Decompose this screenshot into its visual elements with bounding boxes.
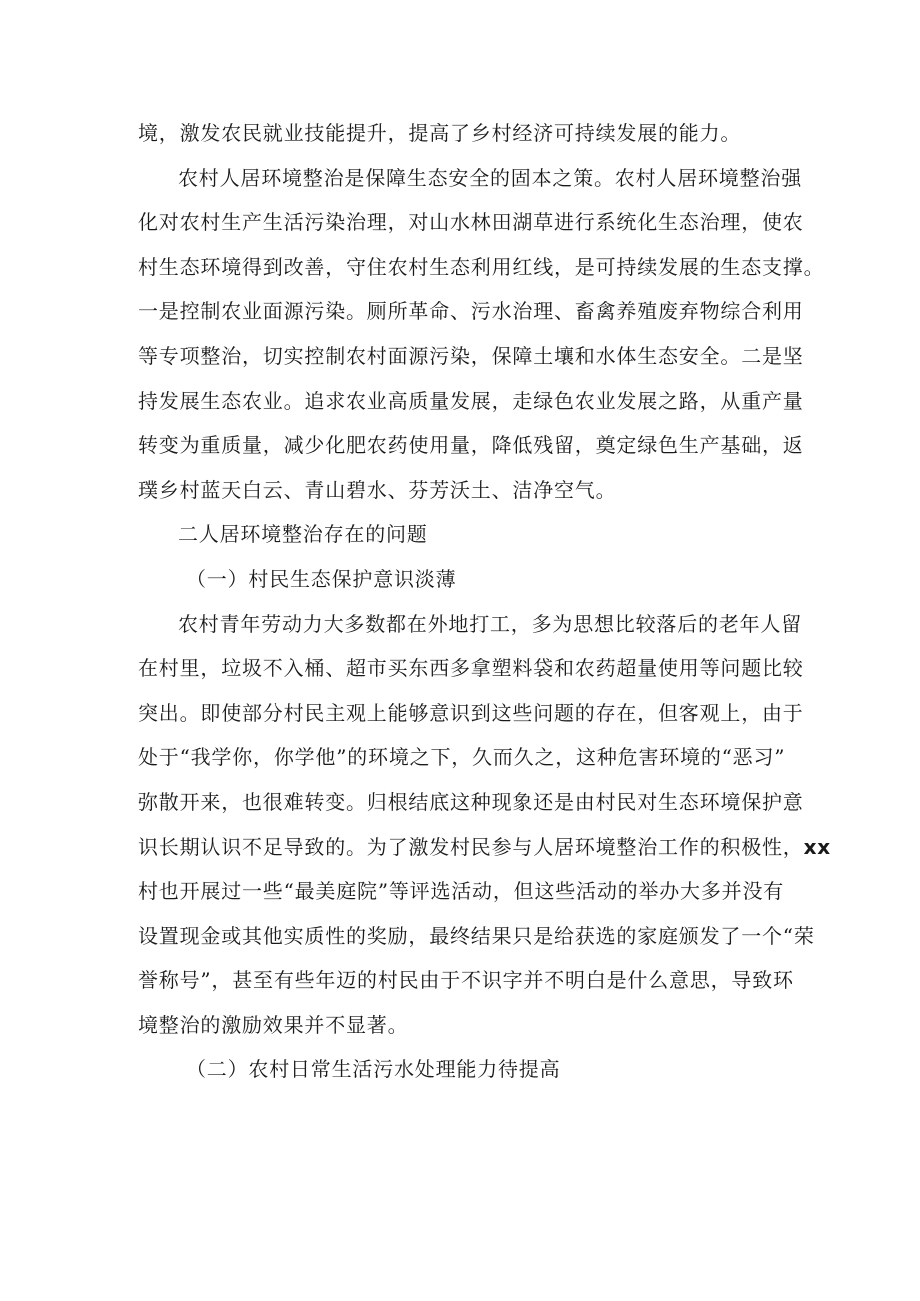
- subsection-heading-1: [138, 557, 788, 602]
- section-heading-text: 二人居环境整治存在的问题: [178, 522, 428, 547]
- text-segment: 识长期认识不足导致的。为了激发村民参与人居环境整治工作的积极性，: [138, 834, 804, 859]
- text-line: 农村人居环境整治是保障生态安全的固本之策。农村人居环境整治强: [178, 165, 802, 190]
- subsection-heading-text: （二）农村日常生活污水处理能力待提高: [186, 1057, 561, 1082]
- text-line: 农村青年劳动力大多数都在外地打工，多为思想比较落后的老年人留: [178, 611, 802, 636]
- text-line: 设置现金或其他实质性的奖励，最终结果只是给获选的家庭颁发了一个“荣: [138, 923, 815, 948]
- text-line-with-bold: [138, 825, 832, 870]
- text-line: 转变为重质量，减少化肥农药使用量，降低残留，奠定绿色生产基础，返: [138, 433, 804, 458]
- text-line: 在村里，垃圾不入桶、超市买东西多拿塑料袋和农药超量使用等问题比较: [138, 656, 804, 681]
- village-name-placeholder: xx: [803, 834, 832, 859]
- text-line: 村也开展过一些“最美庭院”等评选活动，但这些活动的举办大多并没有: [138, 879, 785, 904]
- text-line: 村生态环境得到改善，守住农村生态利用红线，是可持续发展的生态支撑。: [138, 254, 825, 279]
- text-line: 境整治的激励效果并不显著。: [138, 1012, 409, 1037]
- text-line: 突出。即使部分村民主观上能够意识到这些问题的存在，但客观上，由于: [138, 700, 804, 725]
- paragraph-continuation: [138, 111, 788, 156]
- text-line: 弥散开来，也很难转变。归根结底这种现象还是由村民对生态环境保护意: [138, 789, 804, 814]
- text-line: 璞乡村蓝天白云、青山碧水、芬芳沃土、洁净空气。: [138, 477, 617, 502]
- subsection-heading-text: （一）村民生态保护意识淡薄: [186, 566, 457, 591]
- text-line: 等专项整治，切实控制农村面源污染，保障土壤和水体生态安全。二是坚: [138, 343, 804, 368]
- paragraph-villagers-awareness: [138, 602, 832, 1048]
- text-line: 处于“我学你，你学他”的环境之下，久而久之，这种危害环境的“恶习”: [138, 745, 786, 770]
- text-line: 持发展生态农业。追求农业高质量发展，走绿色农业发展之路，从重产量: [138, 388, 804, 413]
- text-line: 境，激发农民就业技能提升，提高了乡村经济可持续发展的能力。: [138, 121, 742, 145]
- section-heading: [138, 512, 788, 557]
- text-line: 誉称号”，甚至有些年迈的村民由于不识字并不明白是什么意思，导致环: [138, 968, 794, 993]
- subsection-heading-2: [138, 1047, 788, 1092]
- paragraph-ecological-safety: [138, 156, 825, 513]
- document-body: [138, 111, 832, 1092]
- text-line: 化对农村生产生活污染治理，对山水林田湖草进行系统化生态治理，使农: [138, 210, 804, 235]
- text-line: 一是控制农业面源污染。厕所革命、污水治理、畜禽养殖废弃物综合利用: [138, 299, 804, 324]
